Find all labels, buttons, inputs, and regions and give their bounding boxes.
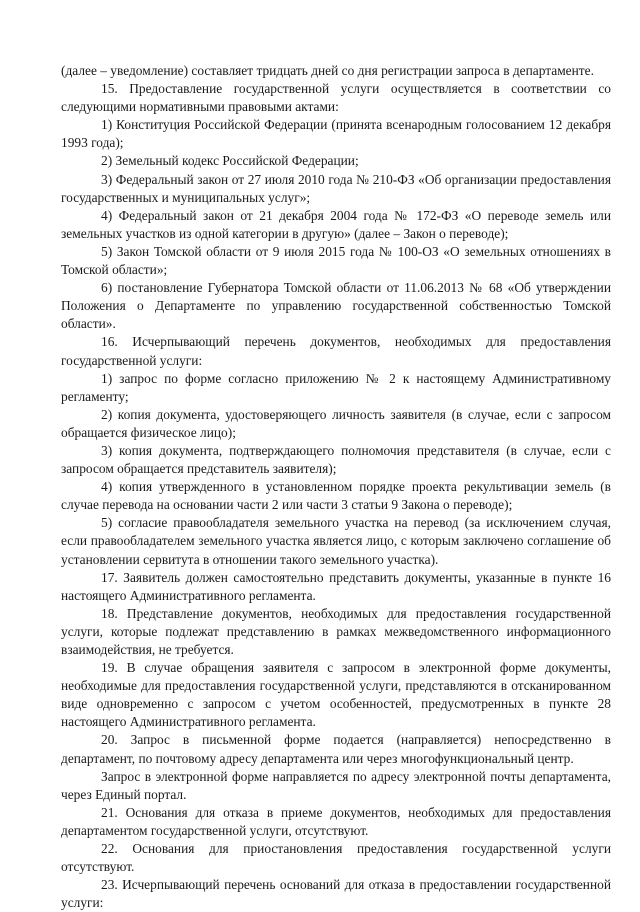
paragraph-item-18: 18. Представление документов, необходимых для предоставления государственной услуги, которые подлежат представлению в рамках межведомственного информационного взаимодействия, не требуется. (61, 605, 611, 657)
paragraph-item-16-4: 4) копия утвержденного в установленном порядке проекта рекультивации земель (в случае перевода на основании части 2 или части 3 статьи 9 Закона о переводе); (61, 479, 611, 513)
paragraph-item-21: 21. Основания для отказа в приеме документов, необходимых для предоставления департаментом государственной услуги, отсутствуют. (61, 804, 611, 838)
paragraph-item-15: 15. Предоставление государственной услуги осуществляется в соответствии со следующими нормативными правовыми актами: (61, 81, 611, 115)
paragraph-item-17: 17. Заявитель должен самостоятельно представить документы, указанные в пункте 16 настоящего Административного регламента. (61, 569, 611, 603)
paragraph-item-22: 22. Основания для приостановления предоставления государственной услуги отсутствуют. (61, 841, 611, 875)
paragraph-item-23: 23. Исчерпывающий перечень оснований для отказа в предоставлении государственной услуги: (61, 877, 611, 911)
paragraph-item-15-3: 3) Федеральный закон от 27 июля 2010 года № 210-ФЗ «Об организации предоставления государственных и муниципальных услуг»; (61, 171, 611, 205)
paragraph-item-15-6: 6) постановление Губернатора Томской области от 11.06.2013 № 68 «Об утверждении Положения о Департаменте по управлению государственной собственностью Томской области». (61, 280, 611, 332)
paragraph-item-16-2: 2) копия документа, удостоверяющего личность заявителя (в случае, если с запросом обращается физическое лицо); (61, 406, 611, 440)
paragraph-item-16-3: 3) копия документа, подтверждающего полномочия представителя (в случае, если с запросом обращается представитель заявителя); (61, 442, 611, 477)
paragraph-continuation: (далее – уведомление) составляет тридцать дней со дня регистрации запроса в департаменте. (61, 63, 594, 78)
paragraph-item-16: 16. Исчерпывающий перечень документов, необходимых для предоставления государственной услуги: (61, 334, 611, 368)
paragraph-item-16-5: 5) согласие правообладателя земельного участка на перевод (за исключением случая, если правообладателем земельного участка является лицо, с которым заключено соглашение об установлении сервитута в отношении такого земельного участка). (61, 515, 611, 567)
paragraph-item-15-4: 4) Федеральный закон от 21 декабря 2004 года № 172-ФЗ «О переводе земель или земельных участков из одной категории в другую» (далее – Закон о переводе); (61, 207, 611, 241)
paragraph-item-15-5: 5) Закон Томской области от 9 июля 2015 года № 100-ОЗ «О земельных отношениях в Томской области»; (61, 243, 611, 278)
paragraph-item-20: 20. Запрос в письменной форме подается (направляется) непосредственно в департамент, по почтовому адресу департамента или через многофункциональный центр. (61, 732, 611, 766)
paragraph-item-15-1: 1) Конституция Российской Федерации (принята всенародным голосованием 12 декабря 1993 года); (61, 117, 611, 151)
paragraph-item-15-2: 2) Земельный кодекс Российской Федерации; (101, 153, 359, 169)
paragraph-item-20-electronic: Запрос в электронной форме направляется по адресу электронной почты департамента, через Единый портал. (61, 768, 611, 802)
document-page (61, 62, 611, 912)
paragraph-item-19: 19. В случае обращения заявителя с запросом в электронной форме документы, необходимые для предоставления государственной услуги, представляются в отсканированном виде одновременно с запросом с учетом особенностей, предусмотренных в пункте 28 настоящего Административного регламента. (61, 660, 611, 730)
paragraph-item-16-1: 1) запрос по форме согласно приложению № 2 к настоящему Административному регламенту; (61, 370, 611, 404)
